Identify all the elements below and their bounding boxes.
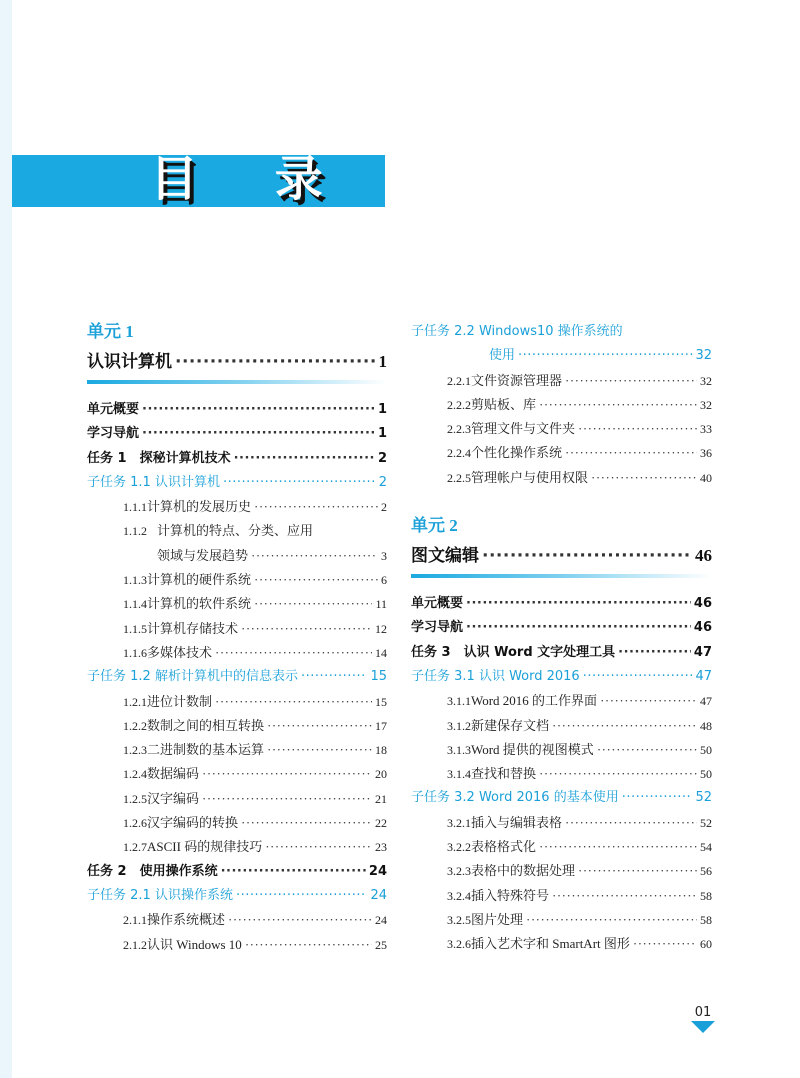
entry-page: 47 [695, 668, 712, 684]
entry-page: 24 [375, 913, 387, 928]
toc-entry-section[interactable] [411, 859, 712, 883]
entry-title: 子任务 1.2 解析计算机中的信息表示 [87, 669, 298, 685]
toc-entry-section[interactable] [87, 690, 387, 714]
toc-entry-section[interactable] [87, 568, 387, 592]
leader-dots [539, 835, 697, 859]
unit-title: 认识计算机 [87, 352, 172, 372]
leader-dots [223, 471, 376, 495]
toc-entry-task[interactable] [411, 616, 712, 640]
unit-page: 1 [378, 352, 387, 371]
section-number: 2.2.1 [447, 373, 471, 388]
entry-title: ASCII 码的规律技巧 [147, 839, 263, 855]
toc-entry-subtask[interactable] [87, 884, 387, 908]
entry-title: 汉字编码 [147, 790, 200, 806]
entry-title: 使用 [489, 348, 516, 364]
section-number: 1.1.5 [123, 621, 147, 636]
entry-title: 表格格式化 [471, 839, 537, 855]
section-number: 3.1.1 [447, 694, 471, 709]
entry-page: 11 [375, 597, 387, 612]
leader-dots [267, 714, 372, 738]
entry-title: 管理文件与文件夹 [471, 421, 576, 437]
section-number: 3.2.1 [447, 815, 471, 830]
leader-dots [565, 369, 697, 393]
section-number: 3.2.2 [447, 840, 471, 855]
toc-entry-section[interactable] [411, 884, 712, 908]
section-number: 1.2.6 [123, 816, 147, 831]
section-number: 1.1.3 [123, 573, 147, 588]
leader-dots [633, 932, 697, 956]
leader-dots [228, 908, 372, 932]
unit-label: 单元 1 [87, 322, 134, 341]
section-number: 1.2.2 [123, 718, 147, 733]
entry-title: 计算机存储技术 [147, 620, 239, 636]
entry-title: 文件资源管理器 [471, 372, 563, 388]
entry-page: 24 [370, 887, 387, 903]
entry-page: 54 [700, 840, 712, 855]
toc-entry-subtask[interactable] [411, 320, 712, 344]
entry-page: 32 [700, 373, 712, 388]
entry-page: 24 [368, 863, 387, 879]
section-number: 1.2.7 [123, 840, 147, 855]
toc-entry-subtask-cont[interactable] [411, 344, 712, 368]
spacer [411, 490, 712, 514]
leader-dots [142, 398, 375, 422]
leader-dots [241, 811, 372, 835]
entry-page: 3 [381, 548, 387, 563]
unit-label: 单元 2 [411, 516, 458, 536]
toc-entry-subtask[interactable] [87, 665, 387, 689]
entry-page: 17 [375, 718, 387, 733]
entry-title: Word 2016 的工作界面 [471, 693, 598, 709]
page-title: 目 录 [150, 151, 353, 207]
entry-title: 单元概要 [411, 596, 464, 612]
toc-entry-section[interactable] [87, 592, 387, 616]
toc-entry-section[interactable] [87, 738, 387, 762]
toc-list-continued [411, 320, 712, 490]
entry-page: 18 [375, 743, 387, 758]
page-number: 01 [694, 1005, 712, 1020]
section-number: 1.1.4 [123, 597, 147, 612]
toc-entry-section[interactable] [87, 811, 387, 835]
unit-page: 46 [695, 546, 712, 566]
leader-dots [254, 568, 378, 592]
entry-page: 58 [700, 912, 712, 927]
unit-title: 图文编辑 [411, 546, 479, 567]
toc-entry-task[interactable] [411, 641, 712, 665]
entry-page: 25 [375, 937, 387, 952]
entry-page: 2 [377, 450, 387, 466]
entry-title: 计算机的特点、分类、应用 [157, 523, 314, 539]
entry-page: 21 [375, 791, 387, 806]
leader-dots [552, 884, 697, 908]
leader-dots [618, 641, 691, 665]
entry-page: 32 [695, 348, 712, 364]
entry-page: 56 [700, 864, 712, 879]
entry-title: 计算机的发展历史 [147, 499, 252, 515]
entry-title: 插入与编辑表格 [471, 814, 563, 830]
leader-dots [142, 422, 375, 446]
section-number: 2.2.3 [447, 422, 471, 437]
leader-dots [526, 908, 697, 932]
entry-title: 子任务 3.1 认识 Word 2016 [411, 668, 580, 684]
section-number: 1.1.6 [123, 645, 147, 660]
entry-title: 计算机的软件系统 [147, 596, 252, 612]
leader-dots [202, 762, 372, 786]
toc-entry-subtask[interactable] [411, 665, 712, 689]
toc-entry-task[interactable] [87, 398, 387, 422]
toc-entry-section[interactable] [411, 466, 712, 490]
section-number: 3.1.2 [447, 718, 471, 733]
toc-entry-section[interactable] [411, 908, 712, 932]
entry-page: 46 [693, 620, 712, 636]
section-number: 3.2.6 [447, 937, 471, 952]
section-number: 3.2.3 [447, 864, 471, 879]
section-number: 3.1.3 [447, 742, 471, 757]
entry-page: 52 [700, 815, 712, 830]
entry-page: 60 [700, 937, 712, 952]
leader-dots [234, 447, 375, 471]
leader-dots [241, 617, 372, 641]
toc-entry-task[interactable] [411, 592, 712, 616]
entry-title: 学习导航 [411, 620, 464, 636]
toc-entry-section[interactable] [411, 835, 712, 859]
section-number: 2.2.2 [447, 397, 471, 412]
entry-title: 任务 3 认识 Word 文字处理工具 [411, 644, 616, 660]
leader-dots [466, 616, 691, 640]
entry-page: 40 [700, 470, 712, 485]
toc-entry-section[interactable] [411, 393, 712, 417]
entry-page: 50 [700, 767, 712, 782]
toc-entry-section[interactable] [87, 908, 387, 932]
entry-page: 50 [700, 742, 712, 757]
entry-title: 多媒体技术 [147, 644, 213, 660]
entry-title: 数据编码 [147, 766, 200, 782]
toc-entry-section-cont[interactable] [87, 544, 387, 568]
entry-page: 6 [381, 573, 387, 588]
leader-dots [565, 811, 697, 835]
entry-page: 47 [700, 694, 712, 709]
entry-page: 20 [375, 767, 387, 782]
entry-title: 表格中的数据处理 [471, 863, 576, 879]
entry-title: 认识 Windows 10 [147, 936, 242, 952]
entry-title: 插入特殊符号 [471, 887, 550, 903]
entry-page: 1 [377, 426, 387, 442]
toc-entry-section[interactable] [411, 738, 712, 762]
toc-entry-section[interactable] [87, 835, 387, 859]
page-arrow-icon [691, 1021, 715, 1033]
entry-title: 单元概要 [87, 402, 140, 417]
leader-dots [301, 665, 368, 689]
entry-page: 32 [700, 397, 712, 412]
entry-title: 任务 1 探秘计算机技术 [87, 450, 231, 466]
leader-dots [591, 466, 697, 490]
leader-dots [215, 641, 372, 665]
entry-page: 33 [700, 422, 712, 437]
toc-entry-task[interactable] [87, 422, 387, 446]
toc-entry-subtask[interactable] [411, 786, 712, 810]
entry-page: 58 [700, 888, 712, 903]
entry-title: 查找和替换 [471, 766, 537, 782]
leader-dots [175, 344, 376, 380]
toc-list [87, 398, 387, 957]
entry-title: 领域与发展趋势 [157, 547, 249, 563]
section-number: 3.2.5 [447, 912, 471, 927]
entry-title: 图片处理 [471, 911, 524, 927]
toc-entry-task[interactable] [87, 860, 387, 884]
toc-entry-section[interactable] [87, 519, 387, 543]
toc-entry-section[interactable] [411, 441, 712, 465]
section-number: 2.1.2 [123, 937, 147, 952]
unit-rule [411, 574, 712, 578]
entry-page: 2 [378, 474, 387, 490]
leader-dots [267, 738, 372, 762]
section-number: 1.2.4 [123, 767, 147, 782]
leader-dots [583, 665, 693, 689]
leader-dots [254, 592, 372, 616]
entry-title: 子任务 3.2 Word 2016 的基本使用 [411, 790, 619, 806]
entry-title: 剪贴板、库 [471, 396, 537, 412]
toc-entry-section[interactable] [87, 714, 387, 738]
entry-page: 52 [695, 790, 712, 806]
entry-page: 47 [693, 644, 712, 660]
toc-entry-section[interactable] [87, 787, 387, 811]
unit-rule [87, 380, 387, 384]
toc-entry-task[interactable] [87, 447, 387, 471]
leader-dots [622, 786, 693, 810]
entry-title: 二进制数的基本运算 [147, 742, 265, 758]
entry-title: 汉字编码的转换 [147, 815, 239, 831]
toc-entry-section[interactable] [411, 689, 712, 713]
entry-page: 2 [381, 500, 387, 515]
toc-entry-section[interactable] [411, 932, 712, 956]
entry-title: 子任务 2.1 认识操作系统 [87, 887, 233, 903]
leader-dots [254, 495, 378, 519]
entry-title: 新建保存文档 [471, 717, 550, 733]
unit-title-row[interactable] [411, 538, 712, 574]
leader-dots [578, 859, 697, 883]
entry-page: 48 [700, 718, 712, 733]
toc-entry-subtask[interactable] [87, 471, 387, 495]
toc-entry-section[interactable] [87, 641, 387, 665]
leader-dots [482, 538, 692, 574]
entry-page: 46 [693, 596, 712, 612]
toc-entry-section[interactable] [87, 617, 387, 641]
entry-title: 子任务 1.1 认识计算机 [87, 474, 220, 490]
leader-dots [251, 544, 378, 568]
toc-column-left [87, 320, 387, 957]
leader-dots [565, 441, 697, 465]
toc-entry-section[interactable] [411, 369, 712, 393]
leader-dots [578, 417, 697, 441]
entry-title: 操作系统概述 [147, 912, 226, 928]
toc-entry-section[interactable] [411, 714, 712, 738]
entry-title: 子任务 2.2 Windows10 操作系统的 [411, 324, 623, 339]
entry-title: 学习导航 [87, 426, 140, 442]
section-number: 1.1.2 [123, 524, 147, 539]
entry-page: 36 [700, 446, 712, 461]
toc-entry-section[interactable] [411, 811, 712, 835]
leader-dots [552, 714, 697, 738]
section-number: 1.2.5 [123, 791, 147, 806]
entry-page: 22 [375, 816, 387, 831]
toc-entry-section[interactable] [411, 417, 712, 441]
toc-entry-section[interactable] [87, 762, 387, 786]
entry-page: 23 [375, 840, 387, 855]
toc-entry-section[interactable] [87, 933, 387, 957]
leader-dots [245, 933, 372, 957]
section-number: 1.1.1 [123, 500, 147, 515]
side-strip [0, 0, 12, 1078]
leader-dots [215, 690, 372, 714]
entry-title: 计算机的硬件系统 [147, 572, 252, 588]
section-number: 1.2.3 [123, 743, 147, 758]
entry-title: 进位计数制 [147, 693, 213, 709]
leader-dots [265, 835, 372, 859]
section-number: 3.2.4 [447, 888, 471, 903]
entry-title: 任务 2 使用操作系统 [87, 863, 218, 879]
leader-dots [600, 689, 697, 713]
leader-dots [539, 393, 697, 417]
entry-title: 管理帐户与使用权限 [471, 469, 589, 485]
entry-page: 15 [370, 669, 387, 685]
entry-title: 数制之间的相互转换 [147, 717, 265, 733]
unit-title-row[interactable] [87, 344, 387, 380]
section-number: 2.2.4 [447, 446, 471, 461]
entry-page: 15 [375, 694, 387, 709]
entry-page: 1 [377, 402, 387, 417]
leader-dots [597, 738, 697, 762]
entry-title: 个性化操作系统 [471, 445, 563, 461]
leader-dots [236, 884, 368, 908]
toc-entry-section[interactable] [87, 495, 387, 519]
section-number: 2.2.5 [447, 470, 471, 485]
leader-dots [518, 344, 692, 368]
section-number: 1.2.1 [123, 694, 147, 709]
leader-dots [202, 787, 372, 811]
section-number: 3.1.4 [447, 767, 471, 782]
entry-page: 14 [375, 645, 387, 660]
entry-title: 插入艺术字和 SmartArt 图形 [471, 936, 630, 952]
toc-entry-section[interactable] [411, 762, 712, 786]
entry-title: Word 提供的视图模式 [471, 741, 594, 757]
toc-list [411, 592, 712, 956]
toc-column-right [411, 320, 712, 957]
leader-dots [221, 860, 366, 884]
entry-page: 12 [375, 621, 387, 636]
section-number: 2.1.1 [123, 913, 147, 928]
leader-dots [539, 762, 697, 786]
leader-dots [466, 592, 691, 616]
